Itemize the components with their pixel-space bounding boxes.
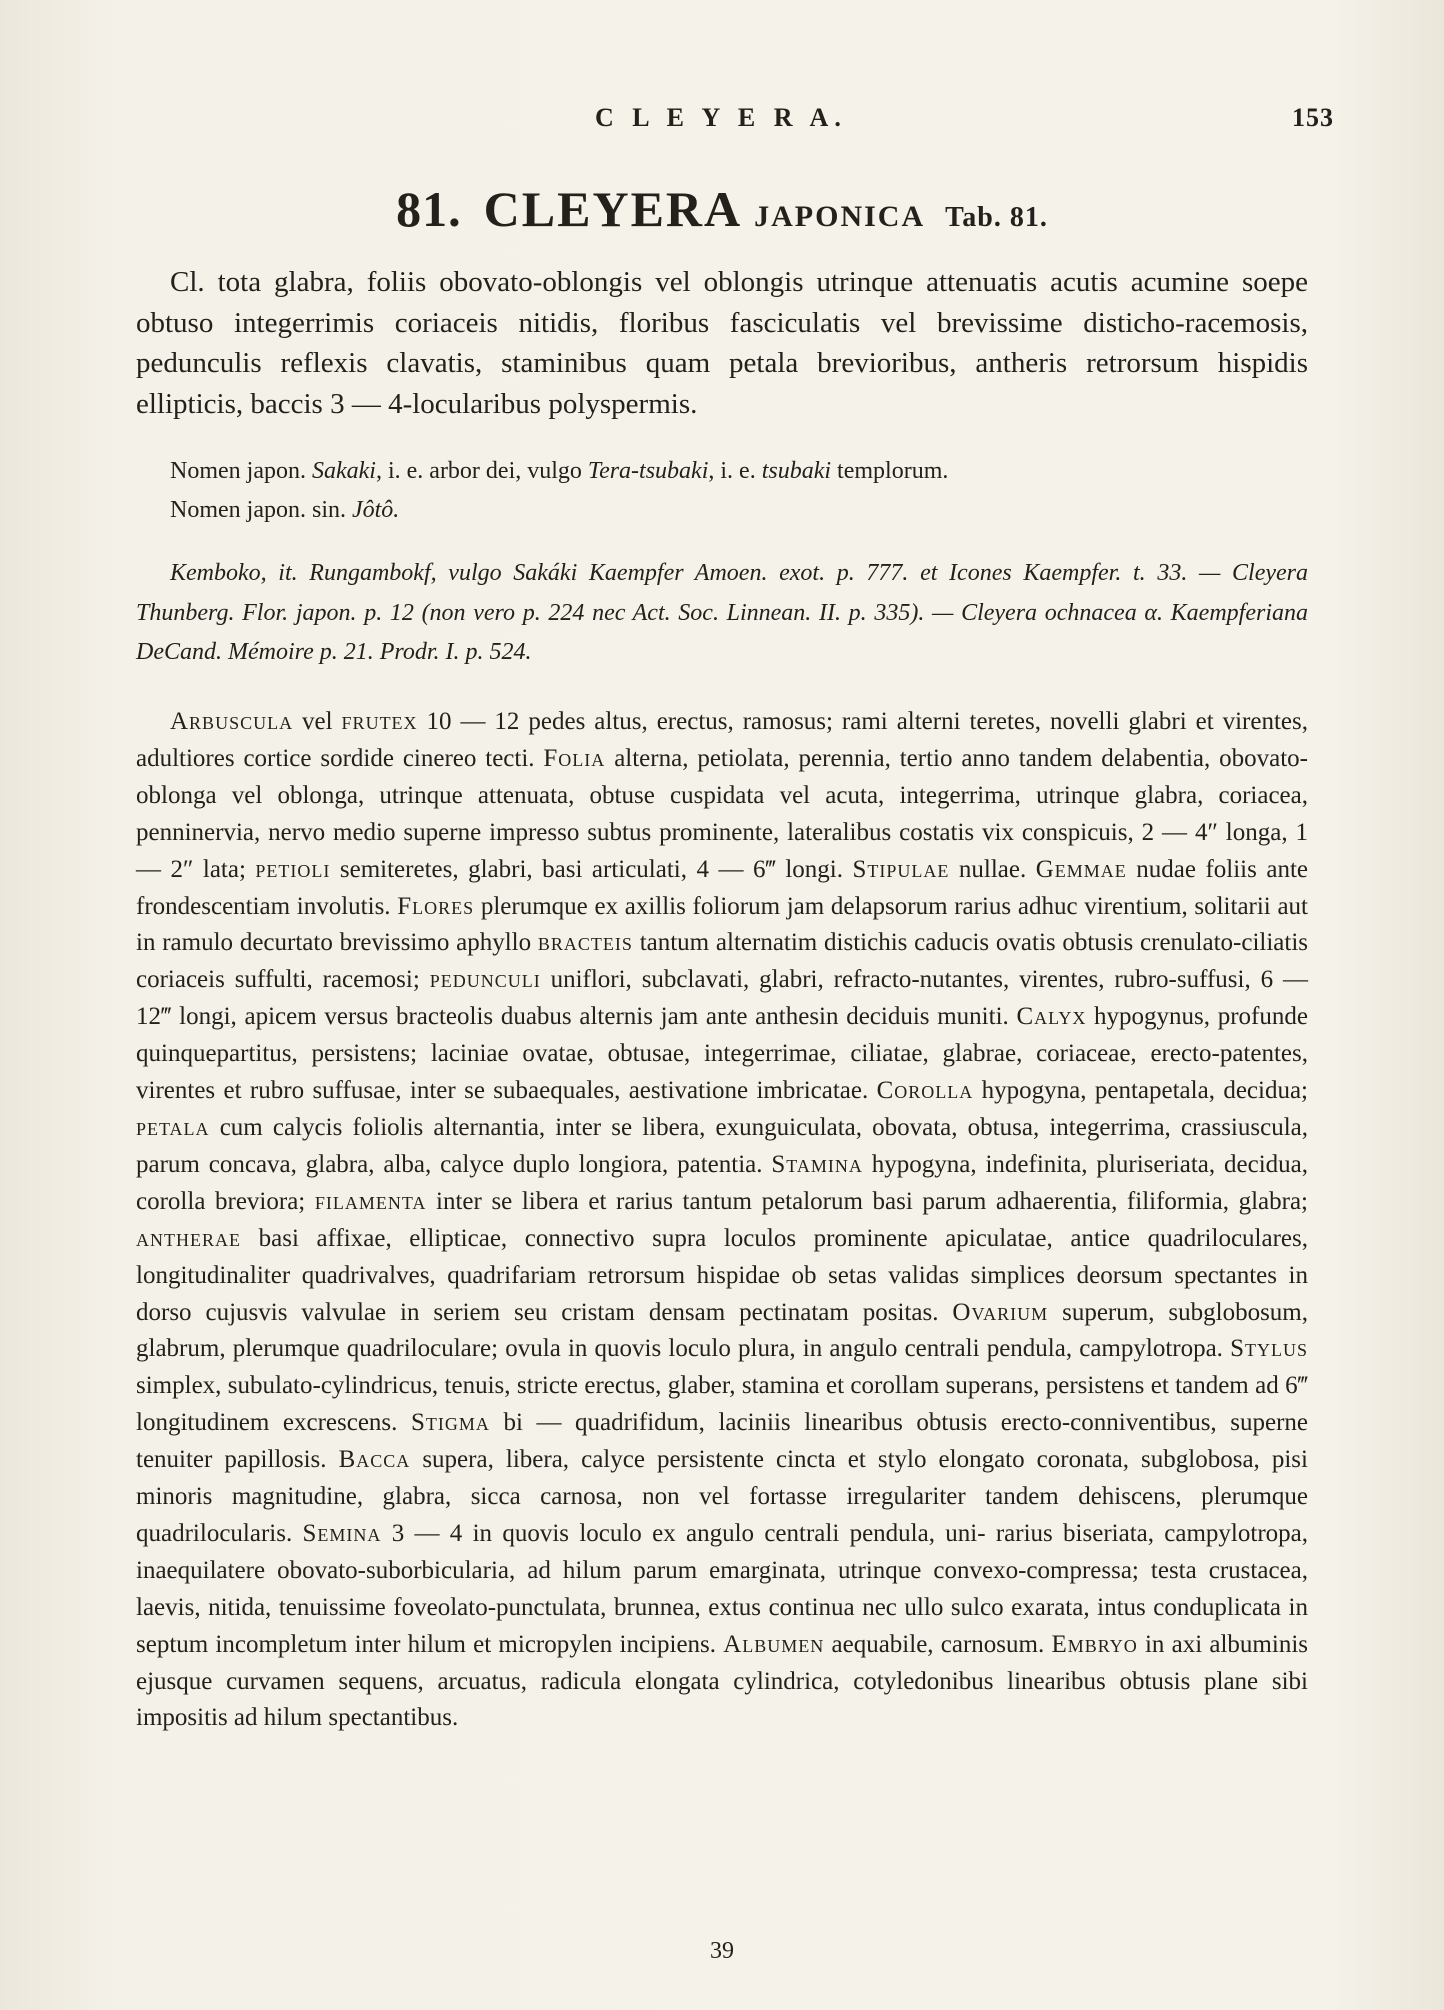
vulgar-name: Tera-tsubaki bbox=[587, 458, 709, 484]
description-text: hypogyna, pentapetala, decidua; bbox=[973, 1077, 1308, 1105]
species-epithet: JAPONICA bbox=[754, 200, 926, 233]
organ-term: Embryo bbox=[1051, 1630, 1138, 1658]
plate-reference: Tab. 81. bbox=[945, 202, 1048, 233]
species-heading bbox=[0, 180, 1444, 238]
name-gloss: , i. e. bbox=[708, 458, 756, 484]
description-text: hypogynus, profunde quinquepartitus, persistens; laciniae ovatae, obtusae, integerrimae, ciliatae, glabrae, coriaceae, erecto-patentes, virentes et rubro suffusae, inter se subaequales, aestivatione imbricatae. bbox=[136, 1003, 1308, 1105]
organ-term: bracteis bbox=[537, 929, 633, 957]
organ-term: antherae bbox=[136, 1224, 241, 1252]
synonymy-paragraph: Kemboko, it. Rungambokf, vulgo Sakáki Kaempfer Amoen. exot. p. 777. et Icones Kaempfer. t. 33. — Cleyera Thunberg. Flor. japon. p. 12 (non vero p. 224 nec Act. Soc. Linnean. II. p. 335). — Cleyera ochnacea α. Kaempferiana DeCand. Mémoire p. 21. Prodr. I. p. 524. bbox=[136, 560, 1308, 665]
organ-term: Corolla bbox=[876, 1077, 974, 1105]
sino-japanese-name-line bbox=[170, 491, 1308, 530]
organ-term: Stigma bbox=[410, 1409, 490, 1437]
organ-term: Bacca bbox=[338, 1446, 411, 1474]
organ-term: petioli bbox=[255, 855, 331, 883]
species-number: 81. bbox=[396, 181, 462, 237]
organ-term: Stamina bbox=[771, 1150, 863, 1178]
organ-term: Arbuscula bbox=[170, 708, 294, 735]
description-text: 3 — 4 in quovis loculo ex angulo centrali pendula, uni- rarius biseriata, campylotropa, inaequilatere obovato-suborbicularia, ad hilum parum emarginata, utrinque convexo-compressa; testa crustacea, laevis, nitida, tenuissime foveolato-punctulata, brunnea, extus continua nec ullo sulco exarata, intus conduplicata in septum incompletum inter hilum et micropylen incipiens. bbox=[136, 1519, 1308, 1658]
running-head bbox=[0, 103, 1444, 143]
description-text: cum calycis foliolis alternantia, inter se libera, exunguiculata, obovata, obtusa, integerrima, crassiuscula, parum concava, glabra, alba, calyce duplo longiora, patentia. bbox=[136, 1113, 1308, 1178]
organ-term: Stipulae bbox=[852, 855, 950, 883]
genus-name: CLEYERA bbox=[483, 181, 743, 237]
sino-japanese-name: Jôtô. bbox=[351, 497, 400, 523]
organ-term: Ovarium bbox=[952, 1298, 1049, 1326]
description-paragraph bbox=[136, 704, 1308, 1737]
description-text: superum, subglobosum, glabrum, plerumque quadriloculare; ovula in quovis loculo plura, in angulo centrali pendula, campylotropa. bbox=[136, 1298, 1309, 1363]
organ-term: Folia bbox=[543, 744, 606, 772]
organ-term: Semina bbox=[302, 1519, 382, 1547]
description-text: aequabile, carnosum. bbox=[824, 1630, 1052, 1658]
japanese-name-line bbox=[170, 452, 1308, 491]
folio-signature: 39 bbox=[710, 1938, 734, 1964]
vulgar-name: tsubaki bbox=[761, 458, 832, 484]
running-head-title: C L E Y E R A. bbox=[595, 103, 847, 132]
description-text: inter se libera et rarius tantum petalorum basi parum adhaerentia, filiformia, glabra; bbox=[426, 1187, 1308, 1215]
organ-term: Gemmae bbox=[1035, 855, 1127, 883]
japanese-name: Sakaki bbox=[311, 458, 376, 484]
organ-term: pedunculi bbox=[429, 966, 541, 994]
description-text: nudae foliis ante frondescentiam involutis. bbox=[136, 855, 1308, 920]
organ-term: Calyx bbox=[1016, 1003, 1087, 1031]
name-gloss: , i. e. arbor dei, vulgo bbox=[375, 458, 582, 484]
description-text: hypogyna, indefinita, pluriseriata, decidua, corolla breviora; bbox=[136, 1150, 1308, 1215]
description-text: semiteretes, glabri, basi articulati, 4 — 6‴ longi. bbox=[330, 855, 853, 883]
description-text: nullae. bbox=[949, 855, 1036, 883]
description-text: 10 — 12 pedes altus, erectus, ramosus; rami alterni teretes, novelli glabri et virentes, adultiores cortice sordide cinereo tecti. bbox=[136, 708, 1309, 772]
vernacular-names bbox=[136, 452, 1308, 530]
description-text: vel bbox=[293, 708, 342, 735]
organ-term: frutex bbox=[341, 708, 418, 735]
organ-term: Flores bbox=[397, 892, 475, 920]
description-text: uniflori, subclavati, glabri, refracto-nutantes, virentes, rubro-suffusi, 6 — 12‴ longi, apicem versus bracteolis duabus alternis jam ante anthesin deciduis muniti. bbox=[136, 966, 1308, 1031]
organ-term: filamenta bbox=[314, 1187, 427, 1215]
organ-term: Albumen bbox=[723, 1630, 825, 1658]
diagnosis-paragraph: Cl. tota glabra, foliis obovato-oblongis vel oblongis utrinque attenuatis acutis acumine soepe obtuso integerrimis coriaceis nitidis, floribus fasciculatis vel brevissime disticho-racemosis, pedunculis reflexis clavatis, staminibus quam petala brevioribus, antheris retrorsum hispidis ellipticis, baccis 3 — 4-locularibus polyspermis. bbox=[136, 266, 1308, 420]
name-prefix: Nomen japon. bbox=[170, 458, 306, 484]
description-text: plerumque ex axillis foliorum jam delapsorum rarius adhuc virentium, solitarii aut in ramulo decurtato brevissimo aphyllo bbox=[136, 892, 1308, 957]
description-text: supera, libera, calyce persistente cincta et stylo elongato coronata, subglobosa, pisi minoris magnitudine, glabra, sicca carnosa, non vel fortasse irregulariter tandem dehiscens, plerumque quadrilocularis. bbox=[136, 1446, 1308, 1547]
description-text: simplex, subulato-cylindricus, tenuis, stricte erectus, glaber, stamina et corollam superans, persistens et tandem ad 6‴ longitudinem excrescens. bbox=[136, 1372, 1308, 1437]
description-text: basi affixae, ellipticae, connectivo supra loculos prominente apiculatae, antice quadriloculares, longitudinaliter quadrivalves, quadrifariam retrorsum hispidae ob setas validas simplices deorsum spectantes in dorso cujusvis valvulae in seriem seu cristam densam pectinatam positas. bbox=[136, 1224, 1308, 1326]
description-text: bi — quadrifidum, laciniis linearibus obtusis erecto-conniventibus, superne tenuiter papillosis. bbox=[136, 1409, 1308, 1474]
description-text: alterna, petiolata, perennia, tertio anno tandem delabentia, obovato-oblonga vel oblonga, utrinque attenuata, obtuse cuspidata vel acuta, integerrima, utrinque glabra, coriacea, penninervia, nervo medio superne impresso subtus prominente, lateralibus costatis vix conspicuis, 2 — 4″ longa, 1 — 2″ lata; bbox=[136, 744, 1308, 883]
organ-term: Stylus bbox=[1230, 1335, 1308, 1363]
description-text: tantum alternatim distichis caducis ovatis obtusis crenulato-ciliatis coriaceis suffulti, racemosi; bbox=[136, 929, 1309, 994]
page-number: 153 bbox=[1292, 103, 1334, 132]
description-text: in axi albuminis ejusque curvamen sequens, arcuatus, radicula elongata cylindrica, cotyledonibus linearibus obtusis plane sibi impositis ad hilum spectantibus. bbox=[136, 1630, 1308, 1732]
organ-term: petala bbox=[136, 1113, 210, 1141]
name-gloss: templorum. bbox=[837, 458, 949, 484]
name-prefix: Nomen japon. sin. bbox=[170, 497, 346, 523]
